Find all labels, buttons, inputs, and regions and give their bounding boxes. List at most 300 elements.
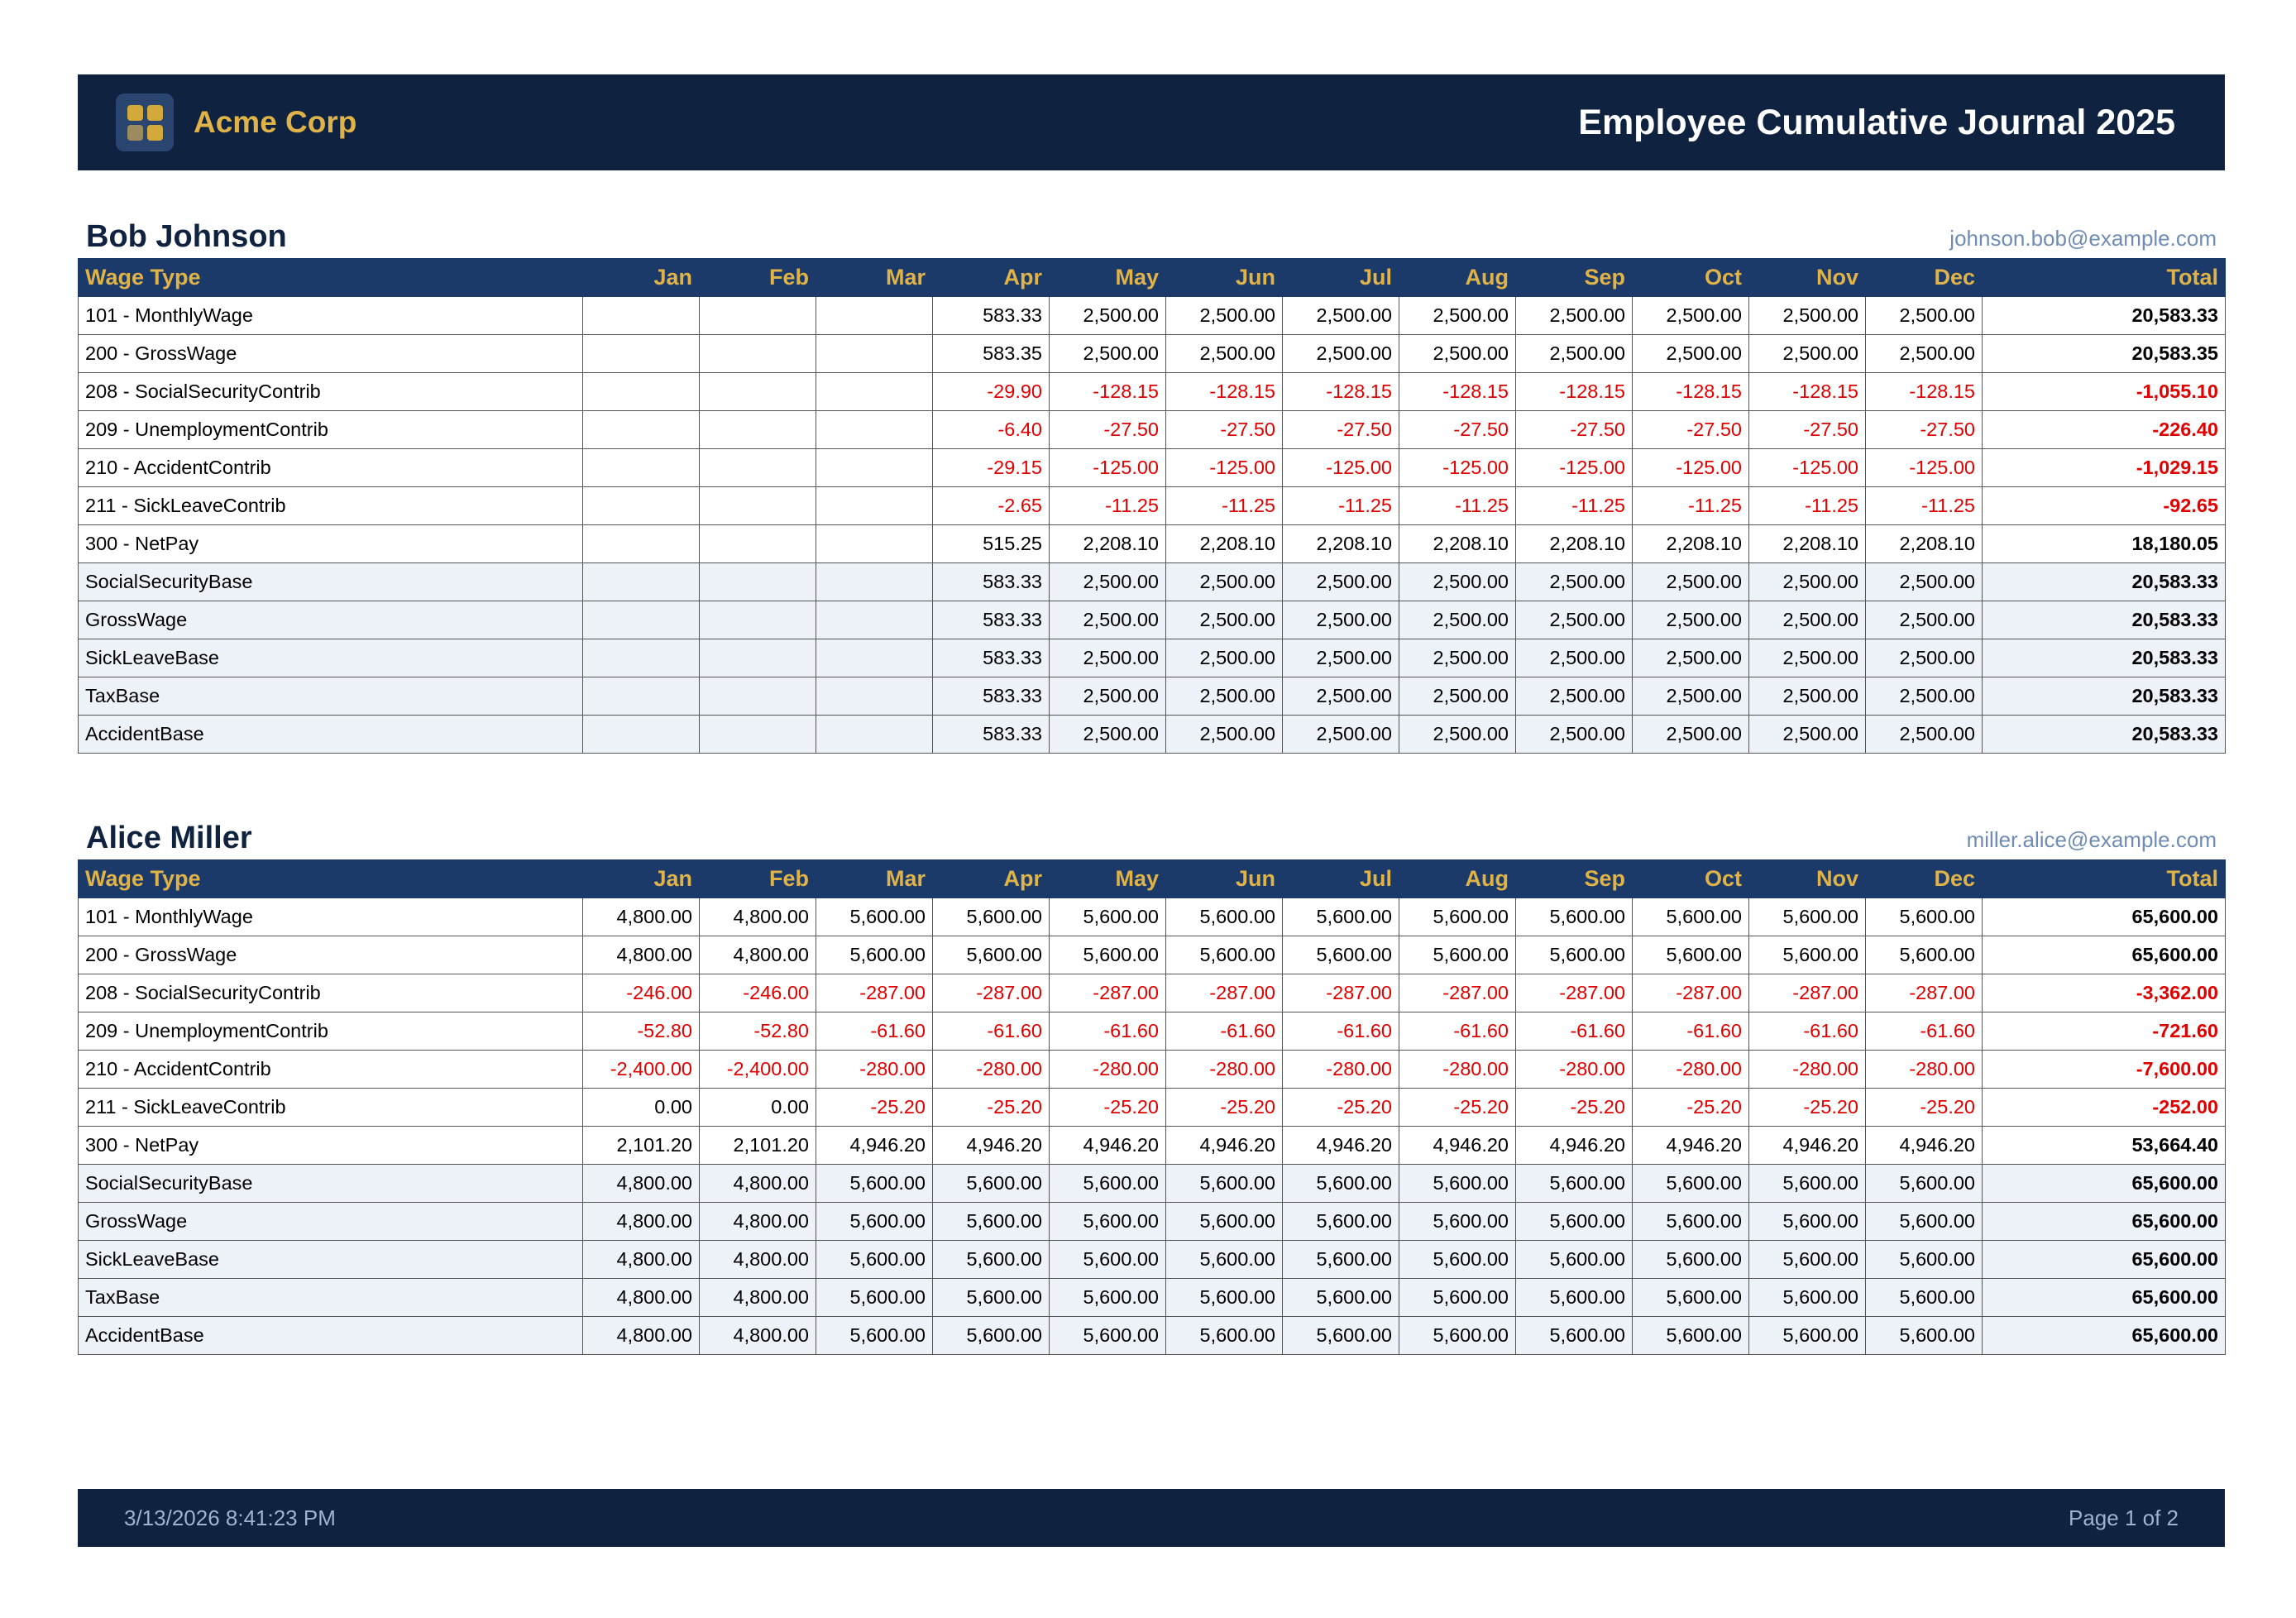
wage-type-cell: 209 - UnemploymentContrib [79,1012,583,1051]
month-value-cell: -27.50 [1166,411,1283,449]
month-value-cell: -27.50 [1399,411,1516,449]
month-value-cell: -27.50 [1749,411,1866,449]
total-value-cell: 20,583.33 [1983,563,2226,601]
month-value-cell: 2,500.00 [1166,601,1283,639]
wage-type-cell: SocialSecurityBase [79,1165,583,1203]
month-value-cell: -11.25 [1516,487,1633,525]
month-value-cell [583,449,700,487]
report-title: Employee Cumulative Journal 2025 [1578,102,2175,142]
month-value-cell: -61.60 [1050,1012,1166,1051]
month-value-cell: 5,600.00 [1866,1165,1983,1203]
column-header: Jul [1283,259,1399,297]
month-value-cell: 2,500.00 [1399,716,1516,754]
month-value-cell: -280.00 [1050,1051,1166,1089]
total-value-cell: 20,583.33 [1983,639,2226,677]
table-row [79,373,2226,411]
month-value-cell: 2,500.00 [1633,601,1749,639]
month-value-cell: 5,600.00 [1866,1279,1983,1317]
month-value-cell: 4,800.00 [583,1317,700,1355]
month-value-cell [816,487,933,525]
month-value-cell: -280.00 [1749,1051,1866,1089]
month-value-cell: -2,400.00 [700,1051,816,1089]
month-value-cell: 2,500.00 [1399,677,1516,716]
month-value-cell: 5,600.00 [1050,898,1166,936]
column-header: Apr [933,259,1050,297]
month-value-cell: 5,600.00 [1050,1165,1166,1203]
month-value-cell: 2,500.00 [1166,639,1283,677]
wage-journal-table [78,859,2226,1355]
month-value-cell: 4,800.00 [700,1203,816,1241]
month-value-cell: -27.50 [1283,411,1399,449]
month-value-cell: 5,600.00 [1283,1317,1399,1355]
table-row [79,1051,2226,1089]
month-value-cell: 5,600.00 [1749,936,1866,974]
month-value-cell: -128.15 [1166,373,1283,411]
month-value-cell: 4,800.00 [700,898,816,936]
month-value-cell: -29.90 [933,373,1050,411]
month-value-cell [816,563,933,601]
month-value-cell: -280.00 [1516,1051,1633,1089]
month-value-cell: 5,600.00 [1050,1279,1166,1317]
month-value-cell: -11.25 [1283,487,1399,525]
month-value-cell: -125.00 [1166,449,1283,487]
month-value-cell: -52.80 [583,1012,700,1051]
month-value-cell [583,373,700,411]
month-value-cell: 2,500.00 [1749,639,1866,677]
total-value-cell: -226.40 [1983,411,2226,449]
month-value-cell: -61.60 [1866,1012,1983,1051]
month-value-cell: 5,600.00 [1749,1165,1866,1203]
month-value-cell: 5,600.00 [1749,1279,1866,1317]
total-value-cell: -3,362.00 [1983,974,2226,1012]
month-value-cell: 2,500.00 [1166,563,1283,601]
column-header: Nov [1749,259,1866,297]
month-value-cell: 515.25 [933,525,1050,563]
total-value-cell: -1,029.15 [1983,449,2226,487]
total-value-cell: 65,600.00 [1983,1165,2226,1203]
column-header: Aug [1399,860,1516,898]
table-row [79,1089,2226,1127]
employee-section [78,818,2225,1355]
month-value-cell: 2,500.00 [1283,677,1399,716]
column-header: Total [1983,259,2226,297]
month-value-cell: 2,500.00 [1166,677,1283,716]
month-value-cell: -11.25 [1749,487,1866,525]
month-value-cell: -27.50 [1516,411,1633,449]
column-header: Sep [1516,860,1633,898]
month-value-cell: 5,600.00 [1516,936,1633,974]
month-value-cell: 5,600.00 [933,898,1050,936]
month-value-cell: 5,600.00 [1166,936,1283,974]
month-value-cell: -27.50 [1866,411,1983,449]
month-value-cell: -280.00 [816,1051,933,1089]
table-row [79,1165,2226,1203]
month-value-cell: 5,600.00 [933,1317,1050,1355]
month-value-cell: 5,600.00 [1516,1279,1633,1317]
table-row [79,411,2226,449]
total-value-cell: 53,664.40 [1983,1127,2226,1165]
month-value-cell: 5,600.00 [816,898,933,936]
month-value-cell: 2,500.00 [1050,601,1166,639]
logo-tile [147,125,163,141]
employee-name: Bob Johnson [86,219,287,254]
month-value-cell: -61.60 [1399,1012,1516,1051]
table-row [79,677,2226,716]
month-value-cell: 2,208.10 [1866,525,1983,563]
month-value-cell: -280.00 [1166,1051,1283,1089]
month-value-cell: 2,500.00 [1633,716,1749,754]
month-value-cell: 5,600.00 [1633,936,1749,974]
employee-header [78,217,2225,258]
month-value-cell: 2,500.00 [1866,677,1983,716]
month-value-cell [583,716,700,754]
column-header: Mar [816,259,933,297]
month-value-cell: 2,500.00 [1516,563,1633,601]
month-value-cell: -287.00 [933,974,1050,1012]
month-value-cell: -61.60 [1633,1012,1749,1051]
month-value-cell [700,639,816,677]
month-value-cell: 4,946.20 [933,1127,1050,1165]
month-value-cell: 5,600.00 [1633,898,1749,936]
month-value-cell: 5,600.00 [933,1241,1050,1279]
wage-type-cell: 101 - MonthlyWage [79,898,583,936]
logo-tile [127,105,143,121]
table-row [79,1279,2226,1317]
month-value-cell: 5,600.00 [816,1317,933,1355]
month-value-cell: -29.15 [933,449,1050,487]
total-value-cell: 20,583.35 [1983,335,2226,373]
month-value-cell: 5,600.00 [1516,1203,1633,1241]
month-value-cell: 5,600.00 [1749,1317,1866,1355]
month-value-cell: 2,500.00 [1633,639,1749,677]
month-value-cell: 2,208.10 [1633,525,1749,563]
month-value-cell [816,601,933,639]
month-value-cell: 2,500.00 [1283,563,1399,601]
month-value-cell [700,601,816,639]
month-value-cell: 2,500.00 [1050,716,1166,754]
page-number: Page 1 of 2 [2069,1505,2179,1530]
total-value-cell: 65,600.00 [1983,1279,2226,1317]
month-value-cell: -61.60 [1516,1012,1633,1051]
column-header: Aug [1399,259,1516,297]
month-value-cell: 5,600.00 [1516,1241,1633,1279]
month-value-cell: 2,500.00 [1866,335,1983,373]
month-value-cell: -52.80 [700,1012,816,1051]
month-value-cell: 2,500.00 [1166,335,1283,373]
column-header: Wage Type [79,860,583,898]
month-value-cell: -246.00 [583,974,700,1012]
wage-journal-table [78,258,2226,754]
month-value-cell: 2,208.10 [1399,525,1516,563]
month-value-cell: 2,500.00 [1633,677,1749,716]
month-value-cell [816,677,933,716]
month-value-cell [583,563,700,601]
table-row [79,974,2226,1012]
month-value-cell: 2,500.00 [1399,563,1516,601]
month-value-cell [700,449,816,487]
month-value-cell [816,297,933,335]
wage-type-cell: 300 - NetPay [79,525,583,563]
month-value-cell: 5,600.00 [1050,1241,1166,1279]
month-value-cell: 2,500.00 [1399,297,1516,335]
wage-type-cell: AccidentBase [79,1317,583,1355]
month-value-cell: 5,600.00 [1633,1203,1749,1241]
column-header: Sep [1516,259,1633,297]
month-value-cell: 5,600.00 [1399,936,1516,974]
month-value-cell: 583.33 [933,639,1050,677]
month-value-cell: -27.50 [1050,411,1166,449]
table-row [79,449,2226,487]
month-value-cell: 4,946.20 [1166,1127,1283,1165]
month-value-cell: -6.40 [933,411,1050,449]
month-value-cell: -280.00 [1283,1051,1399,1089]
month-value-cell: -25.20 [1516,1089,1633,1127]
report-header [78,74,2225,170]
month-value-cell: 2,500.00 [1866,563,1983,601]
wage-type-cell: 211 - SickLeaveContrib [79,1089,583,1127]
month-value-cell [583,411,700,449]
month-value-cell: -287.00 [816,974,933,1012]
month-value-cell: -287.00 [1516,974,1633,1012]
month-value-cell: 5,600.00 [1399,1165,1516,1203]
wage-type-cell: 208 - SocialSecurityContrib [79,974,583,1012]
month-value-cell: 5,600.00 [1633,1165,1749,1203]
month-value-cell: 5,600.00 [1633,1279,1749,1317]
column-header: May [1050,860,1166,898]
month-value-cell: 5,600.00 [933,1203,1050,1241]
month-value-cell: 2,500.00 [1866,297,1983,335]
month-value-cell: -280.00 [1866,1051,1983,1089]
month-value-cell: 0.00 [700,1089,816,1127]
month-value-cell: 2,500.00 [1749,716,1866,754]
column-header: Jun [1166,259,1283,297]
total-value-cell: -92.65 [1983,487,2226,525]
month-value-cell: 2,500.00 [1749,335,1866,373]
month-value-cell: 2,500.00 [1866,639,1983,677]
wage-type-cell: 208 - SocialSecurityContrib [79,373,583,411]
table-row [79,898,2226,936]
month-value-cell [700,373,816,411]
month-value-cell: 5,600.00 [1050,1317,1166,1355]
month-value-cell [583,525,700,563]
month-value-cell: -280.00 [1399,1051,1516,1089]
month-value-cell: 4,800.00 [700,1165,816,1203]
month-value-cell: 583.33 [933,601,1050,639]
month-value-cell: -25.20 [1283,1089,1399,1127]
month-value-cell: 5,600.00 [1866,898,1983,936]
month-value-cell [583,297,700,335]
wage-type-cell: 200 - GrossWage [79,936,583,974]
month-value-cell: 5,600.00 [1749,898,1866,936]
column-header: Feb [700,860,816,898]
month-value-cell: 2,500.00 [1633,297,1749,335]
month-value-cell: 5,600.00 [1283,936,1399,974]
month-value-cell: 5,600.00 [1166,898,1283,936]
month-value-cell: 2,500.00 [1050,563,1166,601]
table-header-row [79,860,2226,898]
generated-timestamp: 3/13/2026 8:41:23 PM [124,1505,336,1530]
month-value-cell: 2,500.00 [1050,677,1166,716]
month-value-cell: -287.00 [1399,974,1516,1012]
month-value-cell: 5,600.00 [1283,1165,1399,1203]
month-value-cell: 4,800.00 [700,1279,816,1317]
month-value-cell: 4,800.00 [700,1241,816,1279]
month-value-cell: -246.00 [700,974,816,1012]
month-value-cell: 5,600.00 [1050,936,1166,974]
month-value-cell: 5,600.00 [1166,1203,1283,1241]
month-value-cell: 4,946.20 [1399,1127,1516,1165]
month-value-cell: -25.20 [816,1089,933,1127]
month-value-cell: 5,600.00 [816,1241,933,1279]
month-value-cell: -61.60 [933,1012,1050,1051]
month-value-cell: 5,600.00 [1050,1203,1166,1241]
table-row [79,936,2226,974]
table-row [79,1203,2226,1241]
month-value-cell: 5,600.00 [1399,1203,1516,1241]
month-value-cell: 2,500.00 [1749,297,1866,335]
month-value-cell: 4,800.00 [583,936,700,974]
month-value-cell: 5,600.00 [816,936,933,974]
column-header: Jan [583,259,700,297]
column-header: Total [1983,860,2226,898]
month-value-cell: 2,101.20 [583,1127,700,1165]
employee-name: Alice Miller [86,821,252,855]
month-value-cell: -25.20 [1166,1089,1283,1127]
total-value-cell: 20,583.33 [1983,716,2226,754]
month-value-cell: -125.00 [1399,449,1516,487]
month-value-cell: 5,600.00 [1399,1279,1516,1317]
month-value-cell [816,639,933,677]
month-value-cell: -25.20 [1866,1089,1983,1127]
month-value-cell: 2,500.00 [1283,716,1399,754]
month-value-cell: 5,600.00 [1516,1317,1633,1355]
table-row [79,335,2226,373]
month-value-cell [816,373,933,411]
month-value-cell [700,677,816,716]
total-value-cell: 65,600.00 [1983,1317,2226,1355]
month-value-cell: -25.20 [1050,1089,1166,1127]
company-logo-icon [116,93,174,151]
month-value-cell: 2,208.10 [1050,525,1166,563]
month-value-cell: 2,500.00 [1633,335,1749,373]
month-value-cell: -287.00 [1749,974,1866,1012]
month-value-cell: 5,600.00 [933,1279,1050,1317]
month-value-cell: -25.20 [1749,1089,1866,1127]
month-value-cell: 5,600.00 [933,936,1050,974]
month-value-cell: -280.00 [933,1051,1050,1089]
report-footer [78,1489,2225,1547]
month-value-cell: 2,500.00 [1166,297,1283,335]
month-value-cell: 2,500.00 [1050,297,1166,335]
column-header: Nov [1749,860,1866,898]
wage-type-cell: AccidentBase [79,716,583,754]
table-row [79,297,2226,335]
month-value-cell: -2,400.00 [583,1051,700,1089]
month-value-cell: -128.15 [1516,373,1633,411]
month-value-cell: 5,600.00 [1283,1203,1399,1241]
wage-type-cell: GrossWage [79,601,583,639]
month-value-cell: 2,500.00 [1866,601,1983,639]
company-name: Acme Corp [194,105,357,139]
wage-type-cell: TaxBase [79,1279,583,1317]
month-value-cell: 5,600.00 [1283,898,1399,936]
month-value-cell [700,411,816,449]
month-value-cell: -2.65 [933,487,1050,525]
employee-section [78,217,2225,754]
wage-type-cell: 210 - AccidentContrib [79,1051,583,1089]
month-value-cell: 2,208.10 [1749,525,1866,563]
wage-type-cell: SickLeaveBase [79,1241,583,1279]
month-value-cell [816,716,933,754]
month-value-cell [583,335,700,373]
column-header: Wage Type [79,259,583,297]
month-value-cell [700,297,816,335]
total-value-cell: -1,055.10 [1983,373,2226,411]
month-value-cell: -25.20 [1633,1089,1749,1127]
month-value-cell: -128.15 [1866,373,1983,411]
month-value-cell: -128.15 [1283,373,1399,411]
total-value-cell: 65,600.00 [1983,1241,2226,1279]
month-value-cell: 4,946.20 [1283,1127,1399,1165]
month-value-cell [583,487,700,525]
total-value-cell: 20,583.33 [1983,677,2226,716]
month-value-cell: 5,600.00 [1516,898,1633,936]
month-value-cell: -125.00 [1749,449,1866,487]
month-value-cell: -125.00 [1866,449,1983,487]
month-value-cell [700,563,816,601]
total-value-cell: -252.00 [1983,1089,2226,1127]
month-value-cell: 4,946.20 [816,1127,933,1165]
month-value-cell: 2,500.00 [1749,563,1866,601]
column-header: Dec [1866,259,1983,297]
month-value-cell: 5,600.00 [1166,1279,1283,1317]
month-value-cell: 2,208.10 [1166,525,1283,563]
month-value-cell: 2,500.00 [1399,639,1516,677]
month-value-cell: -25.20 [933,1089,1050,1127]
month-value-cell: 2,500.00 [1399,601,1516,639]
month-value-cell: -287.00 [1050,974,1166,1012]
table-row [79,601,2226,639]
total-value-cell: 20,583.33 [1983,601,2226,639]
column-header: Jan [583,860,700,898]
month-value-cell: 5,600.00 [1399,1241,1516,1279]
month-value-cell: -11.25 [1866,487,1983,525]
month-value-cell: 5,600.00 [1866,1203,1983,1241]
wage-type-cell: 211 - SickLeaveContrib [79,487,583,525]
table-row [79,563,2226,601]
month-value-cell: 583.35 [933,335,1050,373]
month-value-cell: 5,600.00 [1516,1165,1633,1203]
month-value-cell: 2,500.00 [1749,677,1866,716]
month-value-cell: 2,500.00 [1516,297,1633,335]
month-value-cell: -287.00 [1633,974,1749,1012]
column-header: Mar [816,860,933,898]
month-value-cell: 5,600.00 [1749,1203,1866,1241]
month-value-cell [816,411,933,449]
month-value-cell: 4,800.00 [700,1317,816,1355]
month-value-cell: 2,208.10 [1516,525,1633,563]
month-value-cell: 5,600.00 [816,1165,933,1203]
total-value-cell: -721.60 [1983,1012,2226,1051]
month-value-cell: -61.60 [1283,1012,1399,1051]
wage-type-cell: SocialSecurityBase [79,563,583,601]
month-value-cell [700,335,816,373]
employee-email: johnson.bob@example.com [1949,226,2217,251]
month-value-cell: 4,946.20 [1633,1127,1749,1165]
employee-email: miller.alice@example.com [1966,827,2217,852]
total-value-cell: 65,600.00 [1983,898,2226,936]
column-header: May [1050,259,1166,297]
